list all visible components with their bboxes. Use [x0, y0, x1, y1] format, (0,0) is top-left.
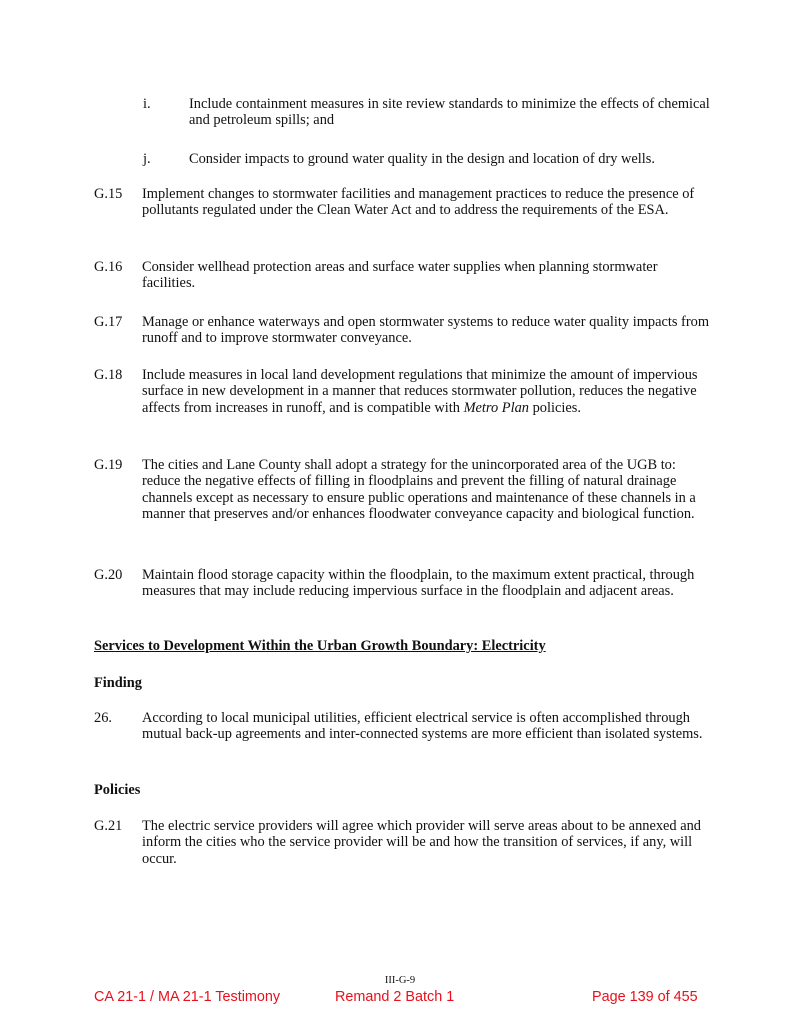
item-label: G.15: [94, 186, 123, 202]
item-text: Consider impacts to ground water quality in the design and location of dry wells.: [189, 151, 656, 167]
item-label: G.16: [94, 259, 123, 275]
finding-heading: Finding: [94, 675, 142, 691]
item-label: j.: [143, 151, 151, 167]
policies-heading: Policies: [94, 782, 141, 798]
item-text: The cities and Lane County shall adopt a strategy for the unincorporated area of the UGB to: reduce the negative effects of filling in floodplains and prevent the filling of natural drainage channels except as necessary to ensure public operations and maintenance of these channels in a manner that preserves and/or enhances floodwater conveyance capacity and biological function.: [142, 457, 696, 523]
footer-right: Page 139 of 455: [592, 989, 698, 1005]
page-number: III-G-9: [384, 975, 416, 986]
item-text: Implement changes to stormwater facilities and management practices to reduce the presence of pollutants regulated under the Clean Water Act and to address the requirements of the ESA.: [142, 186, 695, 219]
item-text-italic: Metro Plan: [463, 399, 529, 416]
item-label: G.19: [94, 457, 123, 473]
item-text-before: Include measures in local land development regulations that minimize the amount of impervious surface in new development in a manner that reduces stormwater pollution, reduces the negative affects from increases in runoff, and is compatible with: [142, 367, 698, 416]
item-label: i.: [143, 96, 151, 112]
section-heading: Services to Development Within the Urban Growth Boundary: Electricity: [94, 638, 546, 654]
item-text: [142, 367, 710, 416]
item-text: Manage or enhance waterways and open stormwater systems to reduce water quality impacts from runoff and to improve stormwater conveyance.: [142, 314, 710, 347]
item-label: G.21: [94, 818, 123, 834]
item-text-after: policies.: [528, 399, 581, 416]
item-text: Maintain flood storage capacity within the floodplain, to the maximum extent practical, through measures that may include reducing impervious surface in the floodplain and adjacent areas.: [142, 567, 695, 600]
item-label: G.20: [94, 567, 123, 583]
item-text: Include containment measures in site review standards to minimize the effects of chemical and petroleum spills; and: [189, 96, 710, 129]
item-text: According to local municipal utilities, efficient electrical service is often accomplished through mutual back-up agreements and inter-connected systems are more efficient than isolated systems.: [142, 710, 703, 743]
footer-center: Remand 2 Batch 1: [335, 989, 455, 1005]
item-text: Consider wellhead protection areas and surface water supplies when planning stormwater facilities.: [142, 259, 658, 292]
item-label: G.18: [94, 367, 123, 383]
item-label: 26.: [94, 710, 112, 726]
item-text: The electric service providers will agree which provider will serve areas about to be annexed and inform the cities who the service provider will be and how the transition of services, if any, will occur.: [142, 818, 702, 867]
footer-left: CA 21-1 / MA 21-1 Testimony: [94, 989, 281, 1005]
item-label: G.17: [94, 314, 123, 330]
